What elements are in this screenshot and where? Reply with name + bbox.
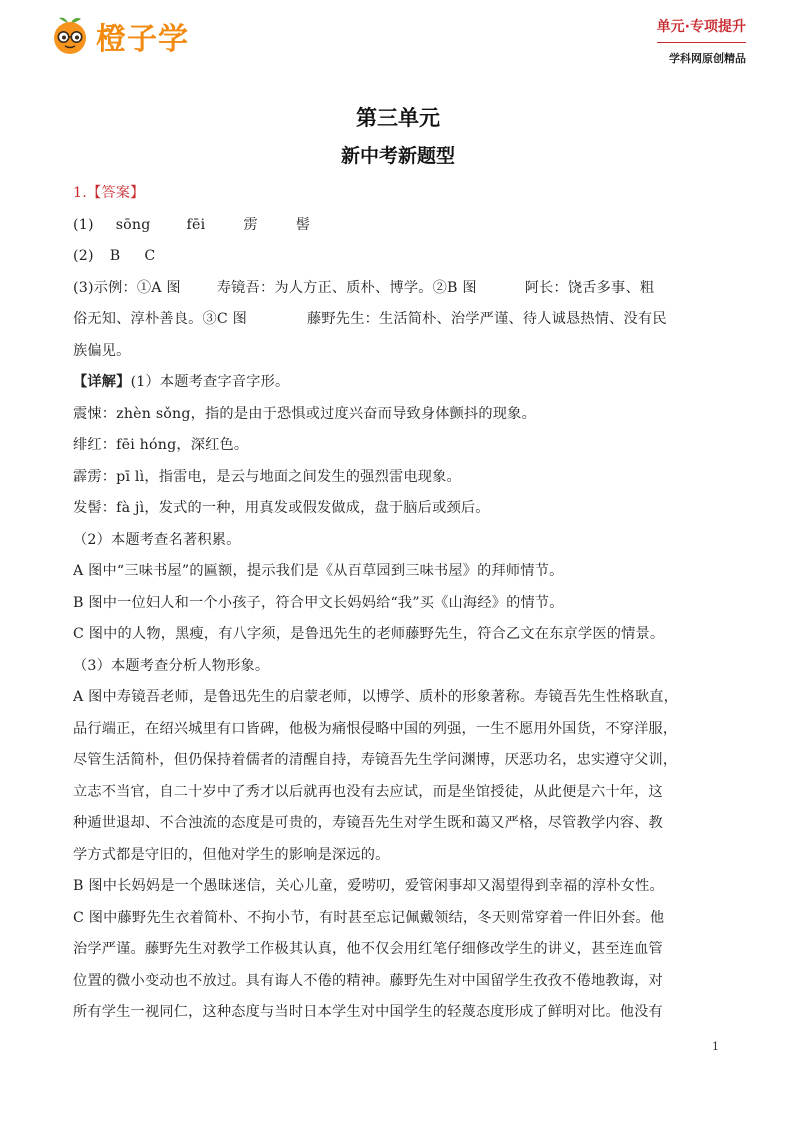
answer-text: 藤野先生：生活简朴、治学严谨、待人诚恳热情、没有民 bbox=[307, 311, 667, 327]
explanation-line: 霹雳：pī lì，指雷电，是云与地面之间发生的强烈雷电现象。 bbox=[73, 468, 461, 485]
explanation-line: 绯红：fēi hóng，深红色。 bbox=[73, 437, 249, 453]
paragraph-line: 种遁世退却、不合浊流的态度是可贵的，寿镜吾先生对学生既和蔼又严格，尽管教学内容、教 bbox=[73, 815, 663, 831]
series-title: 单元·专项提升 bbox=[657, 16, 746, 43]
answer-label: 1.【答案】 bbox=[73, 185, 145, 201]
answer-line-1 bbox=[73, 210, 723, 242]
detail-part1: (1）本题考查字音字形。 bbox=[130, 374, 290, 390]
paragraph-line: 所有学生一视同仁，这种态度与当时日本学生对中国学生的轻蔑态度形成了鲜明对比。他没有 bbox=[73, 1004, 663, 1020]
answer-text: 阿长：饶舌多事、粗 bbox=[524, 279, 655, 296]
answer-line-3a bbox=[73, 273, 723, 305]
brand-name: 橙子学 bbox=[96, 22, 189, 57]
paragraph-line: 治学严谨。藤野先生对教学工作极其认真，他不仅会用红笔仔细修改学生的讲义，甚至连血管 bbox=[73, 941, 663, 957]
answer-value: B bbox=[109, 248, 121, 264]
answer-num: (2) bbox=[73, 248, 94, 264]
explanation-line: C 图中的人物，黑瘦，有八字须，是鲁迅先生的老师藤野先生，符合乙文在东京学医的情景。 bbox=[73, 626, 665, 642]
section-heading: （2）本题考查名著积累。 bbox=[73, 531, 241, 548]
explanation-line: 发髻：fà jì，发式的一种，用真发或假发做成，盘于脑后或颈后。 bbox=[73, 500, 490, 516]
header-series bbox=[657, 16, 746, 66]
paragraph-line: A 图中寿镜吾老师，是鲁迅先生的启蒙老师，以博学、质朴的形象著称。寿镜吾先生性格耿直， bbox=[73, 689, 679, 705]
page-number: 1 bbox=[712, 1040, 719, 1053]
paragraph-line: 立志不当官，自二十岁中了秀才以后就再也没有去应试，而是坐馆授徒，从此便是六十年，这 bbox=[73, 783, 663, 800]
explanation-line: B 图中一位妇人和一个小孩子，符合甲文长妈妈给“我”买《山海经》的情节。 bbox=[73, 594, 564, 611]
paragraph-line: 尽管生活简朴，但仍保持着儒者的清醒自持，寿镜吾先生学问渊博，厌恶功名，忠实遵守父训， bbox=[73, 752, 678, 768]
answer-value: sōng bbox=[115, 216, 151, 233]
answer-value: 雳 bbox=[243, 216, 258, 233]
answer-text: (3)示例：①A 图 bbox=[73, 279, 181, 296]
section-heading: （3）本题考查分析人物形象。 bbox=[73, 657, 270, 674]
paragraph-line: 品行端正，在绍兴城里有口皆碑，他极为痛恨侵略中国的列强，一生不愿用外国货，不穿洋服， bbox=[73, 720, 678, 737]
answer-value: fēi bbox=[186, 216, 206, 233]
paragraph-line: B 图中长妈妈是一个愚昧迷信，关心儿童，爱唠叨，爱管闲事却又渴望得到幸福的淳朴女性。 bbox=[73, 878, 664, 894]
series-tagline: 学科网原创精品 bbox=[669, 52, 746, 65]
paragraph-line: 位置的微小变动也不放过。具有诲人不倦的精神。藤野先生对中国留学生孜孜不倦地教诲，对 bbox=[73, 972, 663, 989]
page-subtitle: 新中考新题型 bbox=[340, 145, 455, 167]
orange-face-logo-icon bbox=[50, 16, 90, 56]
answer-value: C bbox=[144, 248, 156, 264]
answer-text: 寿镜吾：为人方正、质朴、博学。②B 图 bbox=[216, 279, 477, 296]
answer-num: (1) bbox=[73, 216, 94, 233]
document-body bbox=[73, 100, 723, 1029]
page-title: 第三单元 bbox=[356, 106, 440, 130]
paragraph-line: C 图中藤野先生衣着简朴、不拘小节，有时甚至忘记佩戴领结，冬天则常穿着一件旧外套。他 bbox=[73, 909, 665, 926]
explanation-line: A 图中“三味书屋”的匾额，提示我们是《从百草园到三味书屋》的拜师情节。 bbox=[73, 563, 564, 579]
answer-line-3c: 族偏见。 bbox=[73, 342, 131, 359]
answer-text: 俗无知、淳朴善良。③C 图 bbox=[73, 311, 248, 327]
answer-line-2 bbox=[73, 241, 723, 273]
explanation-line: 震悚：zhèn sǒng，指的是由于恐惧或过度兴奋而导致身体颤抖的现象。 bbox=[73, 405, 536, 422]
detail-heading bbox=[73, 367, 723, 399]
page-header bbox=[0, 0, 794, 70]
answer-line-3b bbox=[73, 304, 723, 336]
answer-heading bbox=[73, 178, 723, 210]
paragraph-line: 学方式都是守旧的，但他对学生的影响是深远的。 bbox=[73, 846, 390, 863]
answer-value: 髻 bbox=[295, 216, 311, 233]
detail-label: 【详解】 bbox=[73, 374, 131, 390]
brand-logo bbox=[50, 14, 189, 58]
